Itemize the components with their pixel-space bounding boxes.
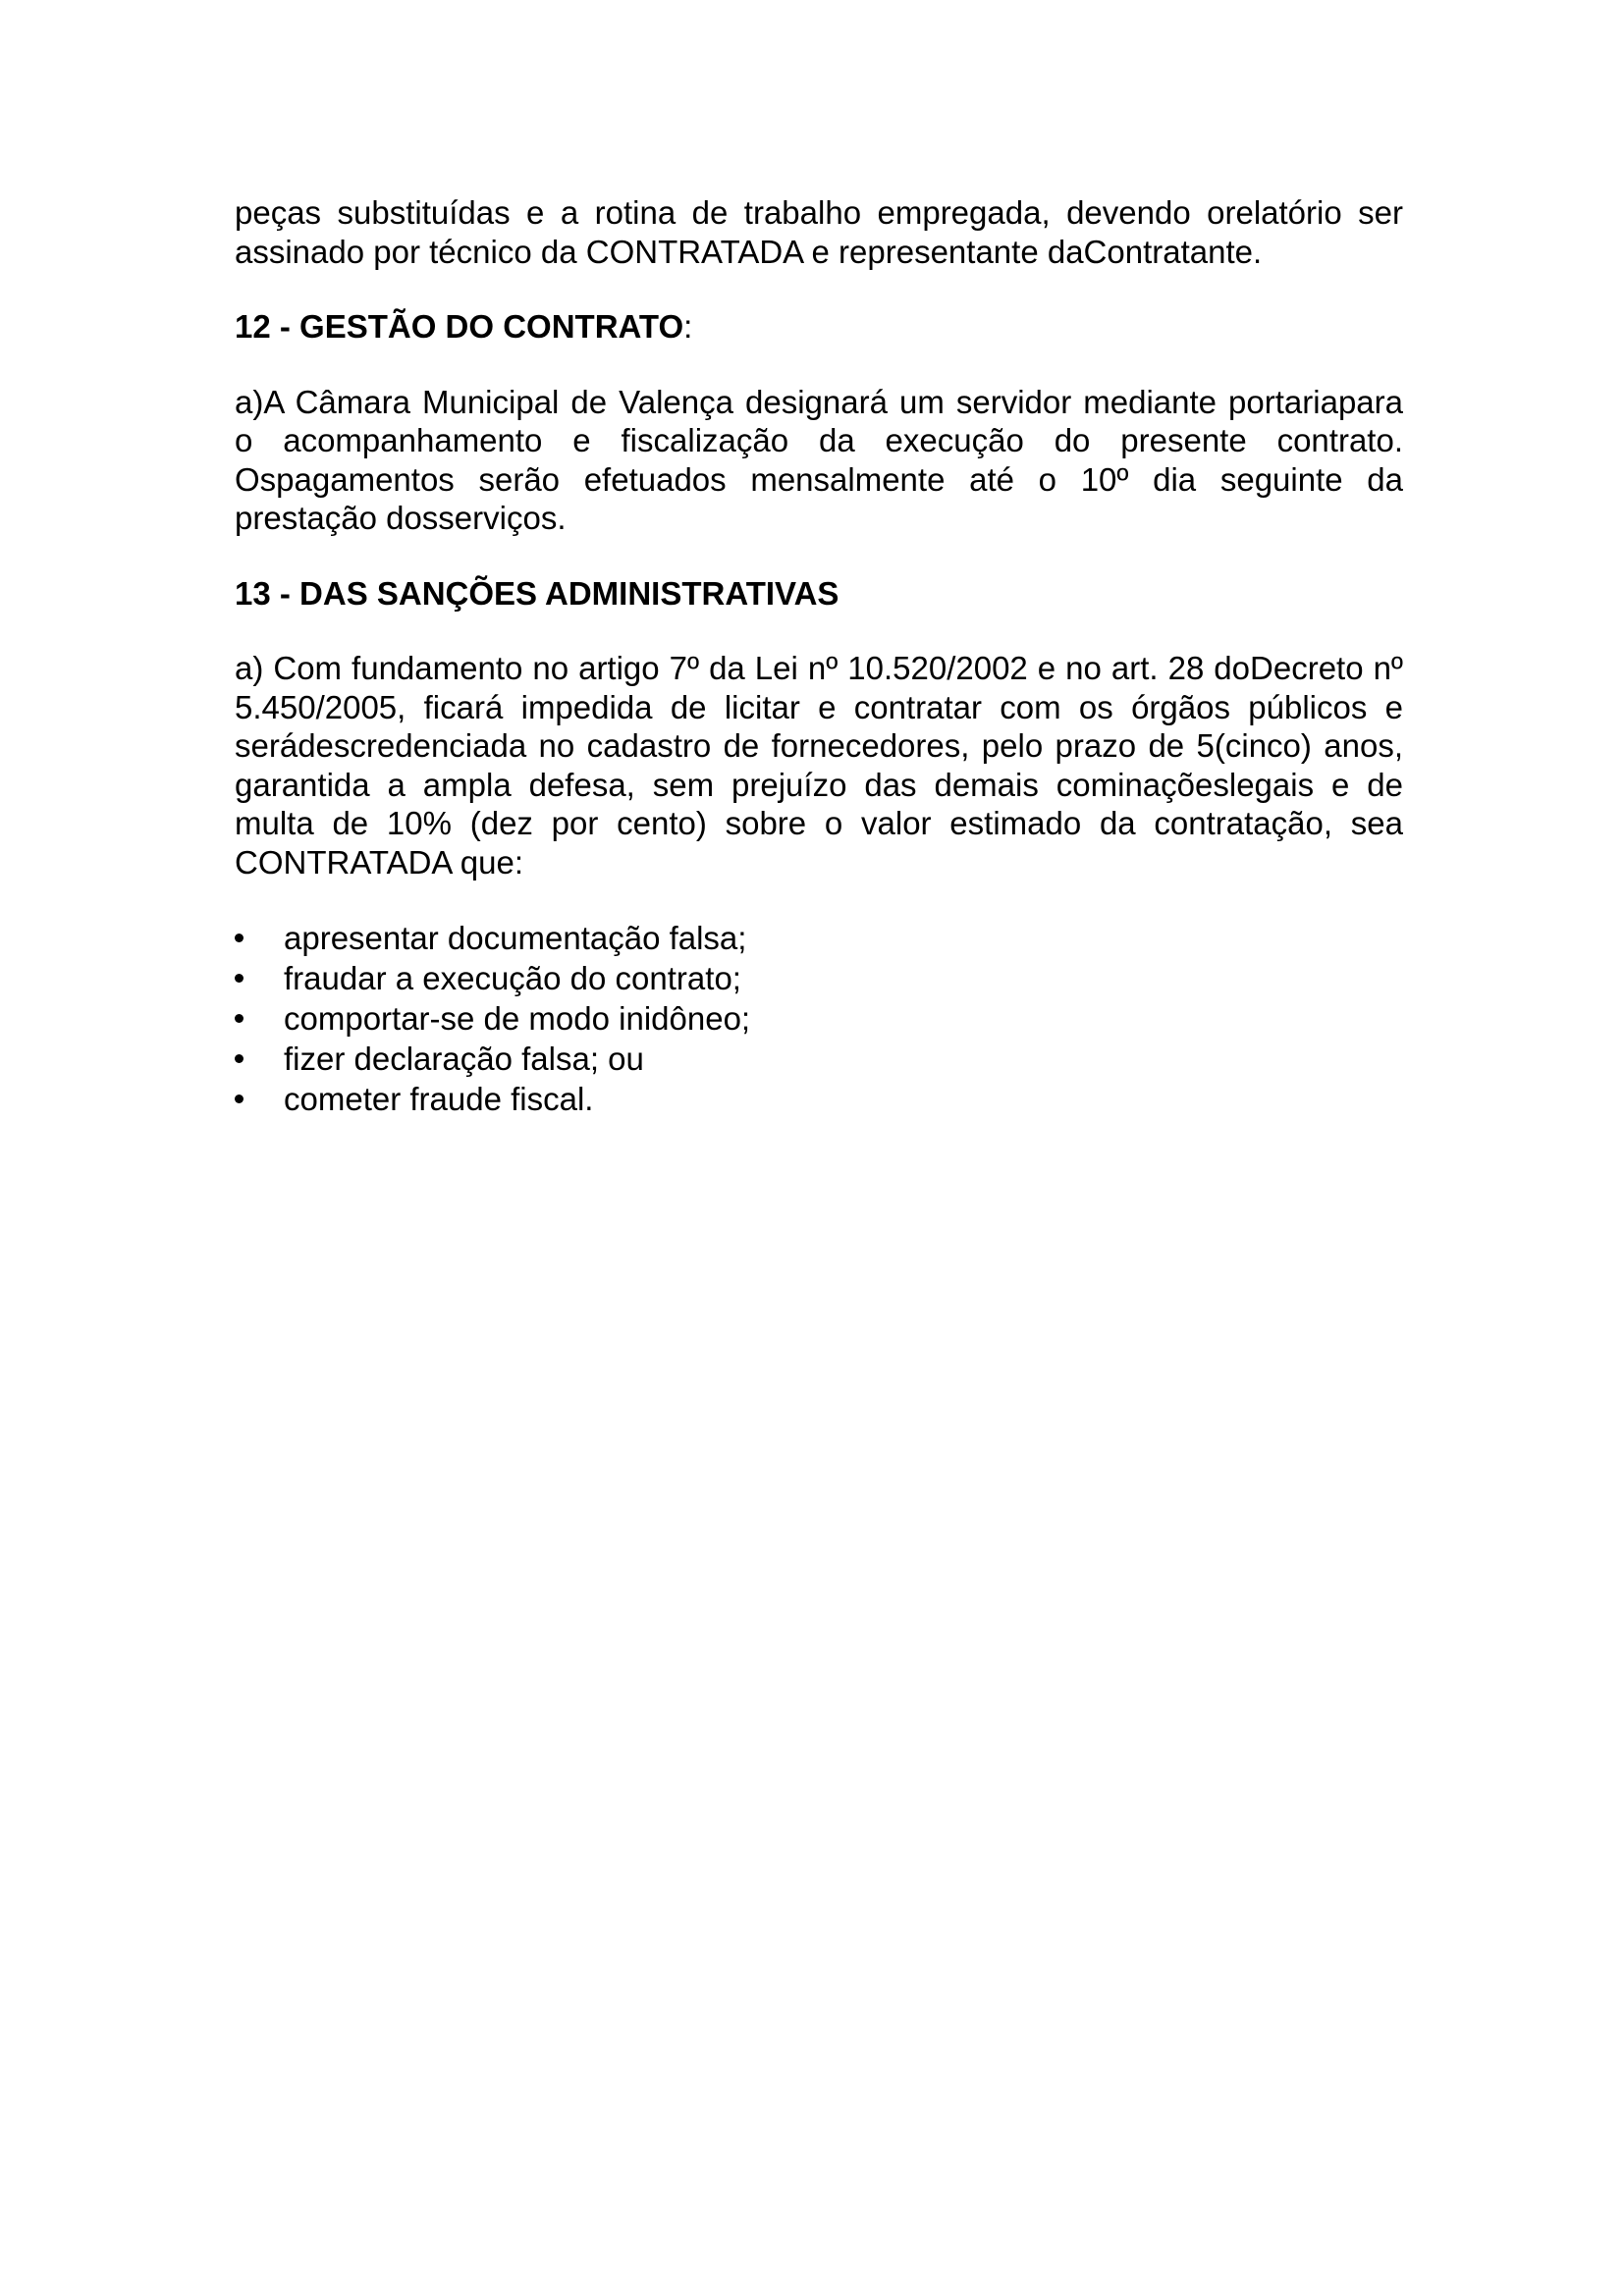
spacer bbox=[235, 881, 1403, 918]
list-item-text: cometer fraude fiscal. bbox=[284, 1081, 594, 1117]
list-item bbox=[235, 1039, 1403, 1079]
section-13-heading: 13 - DAS SANÇÕES ADMINISTRATIVAS bbox=[235, 574, 839, 612]
spacer bbox=[235, 538, 1403, 574]
section-13-paragraph: a) Com fundamento no artigo 7º da Lei nº 10.520/2002 e no art. 28 doDecreto nº 5.450/2005, ficará impedida de licitar e contratar com os órgãos públicos e serádescredenciada no cadastro de fornecedores, pelo prazo de 5(cinco) anos, garantida a ampla defesa, sem prejuízo das demais cominaçõeslegais e de multa de 10% (dez por cento) sobre o valor estimado da contratação, sea CONTRATADA que: bbox=[235, 650, 1403, 881]
bullet-icon bbox=[235, 974, 244, 983]
list-item bbox=[235, 918, 1403, 958]
bullet-icon bbox=[235, 1054, 244, 1063]
document-body bbox=[235, 193, 1403, 1119]
list-item-text: fizer declaração falsa; ou bbox=[284, 1041, 644, 1077]
list-item bbox=[235, 998, 1403, 1039]
spacer bbox=[235, 613, 1403, 649]
bullet-icon bbox=[235, 934, 244, 942]
intro-paragraph: peças substituídas e a rotina de trabalho empregada, devendo orelatório ser assinado por técnico da CONTRATADA e representante daContratante. bbox=[235, 194, 1403, 270]
list-item-text: comportar-se de modo inidôneo; bbox=[284, 1000, 751, 1037]
list-item-text: apresentar documentação falsa; bbox=[284, 920, 747, 956]
section-12-heading-text: 12 - GESTÃO DO CONTRATO bbox=[235, 308, 684, 345]
list-item bbox=[235, 958, 1403, 998]
section-12-heading bbox=[235, 307, 1403, 347]
bullet-icon bbox=[235, 1095, 244, 1103]
section-12-paragraph: a)A Câmara Municipal de Valença designará um servidor mediante portariapara o acompanhamento e fiscalização da execução do presente contrato. Ospagamentos serão efetuados mensalmente até o 10º dia seguinte da prestação dosserviços. bbox=[235, 383, 1403, 536]
list-item-text: fraudar a execução do contrato; bbox=[284, 960, 741, 996]
section-12-heading-colon: : bbox=[683, 308, 693, 345]
sanctions-bullet-list bbox=[235, 918, 1403, 1119]
bullet-icon bbox=[235, 1014, 244, 1023]
spacer bbox=[235, 347, 1403, 383]
spacer bbox=[235, 271, 1403, 307]
list-item bbox=[235, 1079, 1403, 1119]
